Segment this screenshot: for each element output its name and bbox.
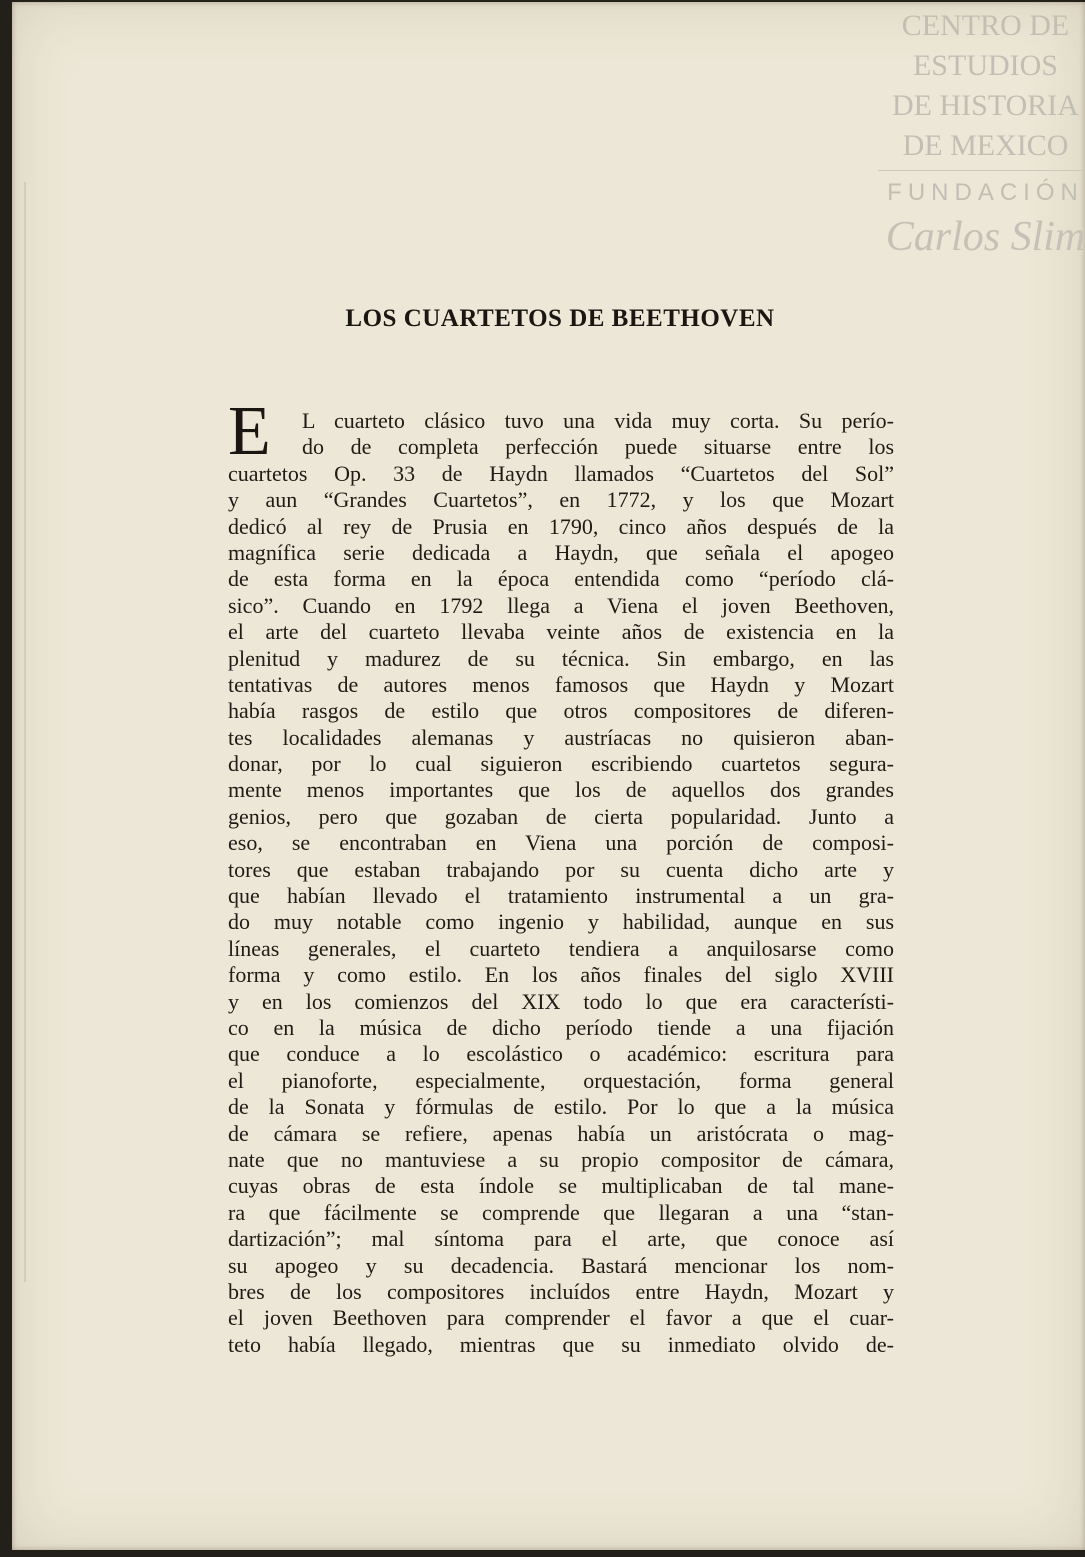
drop-cap: E [228,393,271,470]
text-line: el arte del cuarteto llevaba veinte años de existencia en la [228,619,894,645]
watermark-signature: Carlos Slim [885,214,1085,260]
text-line: y en los comienzos del XIX todo lo que era característi- [228,988,894,1014]
text-line: dartización”; mal síntoma para el arte, que conoce así [228,1226,894,1252]
text-line: el joven Beethoven para comprender el favor a que el cuar- [228,1305,894,1331]
text-line: tentativas de autores menos famosos que Haydn y Mozart [228,671,894,697]
text-line: sico”. Cuando en 1792 llega a Viena el joven Beethoven, [228,592,894,618]
article-title: LOS CUARTETOS DE BEETHOVEN [345,305,775,332]
text-line: cuartetos Op. 33 de Haydn llamados “Cuartetos del Sol” [228,460,894,486]
text-line: cuyas obras de esta índole se multiplicaban de tal mane- [228,1173,894,1199]
text-line: magnífica serie dedicada a Haydn, que señala el apogeo [228,539,894,565]
text-line: eso, se encontraban en Viena una porción de composi- [228,830,894,856]
text-line: do muy notable como ingenio y habilidad, aunque en sus [228,909,894,935]
archive-watermark [878,6,1085,265]
text-line: y aun “Grandes Cuartetos”, en 1772, y los que Mozart [228,487,894,513]
watermark-line: DE HISTORIA [892,89,1079,122]
watermark-foundation: FUNDACIÓN [887,179,1084,206]
watermark-line: CENTRO DE [901,9,1070,42]
text-line: su apogeo y su decadencia. Bastará mencionar los nom- [228,1252,894,1278]
article-body [228,393,894,1358]
watermark-line: ESTUDIOS [912,49,1058,82]
text-line: plenitud y madurez de su técnica. Sin embargo, en las [228,645,894,671]
text-line: de esta forma en la época entendida como “período clá- [228,566,894,592]
text-line: que habían llevado el tratamiento instrumental a un gra- [228,883,894,909]
text-line: líneas generales, el cuarteto tendiera a anquilosarse como [228,935,894,961]
text-line: bres de los compositores incluídos entre Haydn, Mozart y [228,1278,894,1304]
text-line: ra que fácilmente se comprende que llegaran a una “stan- [228,1199,894,1225]
text-line: que conduce a lo escolástico o académico: escritura para [228,1041,894,1067]
text-line: tes localidades alemanas y austríacas no quisieron aban- [228,724,894,750]
text-line: L cuarteto clásico tuvo una vida muy corta. Su perío- [302,408,894,433]
text-line: el pianoforte, especialmente, orquestación, forma general [228,1067,894,1093]
text-line: teto había llegado, mientras que su inmediato olvido de- [228,1331,894,1357]
text-line: genios, pero que gozaban de cierta popularidad. Junto a [228,803,894,829]
text-line: donar, por lo cual siguieron escribiendo cuartetos segura- [228,751,894,777]
watermark-line: DE MEXICO [902,129,1069,162]
text-line: había rasgos de estilo que otros compositores de diferen- [228,698,894,724]
page-crease [24,182,26,1282]
text-line: nate que no mantuviese a su propio compositor de cámara, [228,1146,894,1172]
text-line: mente menos importantes que los de aquellos dos grandes [228,777,894,803]
text-line: dedicó al rey de Prusia en 1790, cinco años después de la [228,513,894,539]
text-line: co en la música de dicho período tiende a una fijación [228,1014,894,1040]
text-line: do de completa perfección puede situarse entre los [302,434,894,460]
text-line: forma y como estilo. En los años finales del siglo XVIII [228,962,894,988]
watermark-divider [878,170,1085,171]
text-line: de cámara se refiere, apenas había un aristócrata o mag- [228,1120,894,1146]
text-line: tores que estaban trabajando por su cuenta dicho arte y [228,856,894,882]
text-line: de la Sonata y fórmulas de estilo. Por lo que a la música [228,1094,894,1120]
